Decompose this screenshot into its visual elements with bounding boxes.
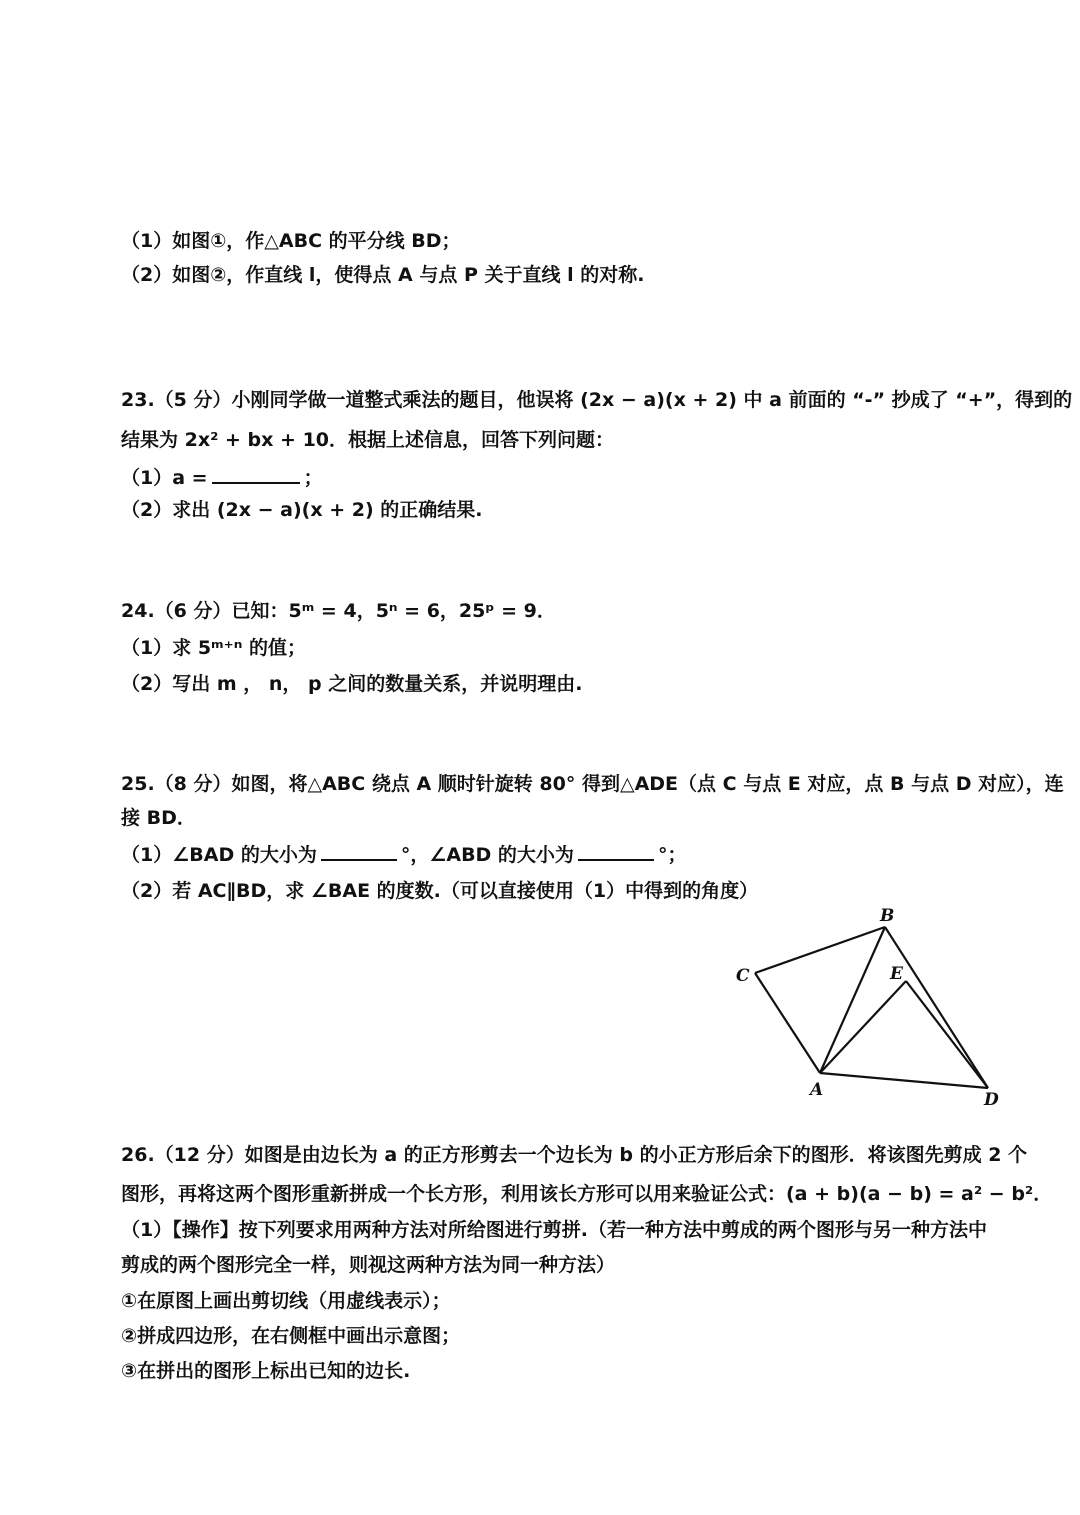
q26-step3: ③在拼出的图形上标出已知的边长.: [121, 1360, 411, 1382]
segment-ab: [820, 927, 885, 1073]
label-d: D: [984, 1090, 999, 1105]
q25-stem-line2: 接 BD．: [121, 807, 196, 829]
rotation-triangle-figure: [730, 905, 1020, 1105]
q26-part1-line1: （1）【操作】按下列要求用两种方法对所给图进行剪拼.（若一种方法中剪成的两个图形与另一种方法中: [121, 1219, 987, 1241]
segment-ca: [755, 973, 820, 1073]
q26-stem-line2: 图形，再将这两个图形重新拼成一个长方形，利用该长方形可以用来验证公式：(a + b)(a − b) = a² − b²．: [121, 1183, 1053, 1205]
segment-cb: [755, 927, 885, 973]
q24-part2: （2）写出 m ， n， p 之间的数量关系，并说明理由.: [121, 673, 583, 695]
segment-bd: [885, 927, 988, 1088]
q25-part1-label-b: °，∠ABD 的大小为: [400, 844, 574, 866]
q24-stem: 24.（6 分）已知：5ᵐ = 4，5ⁿ = 6，25ᵖ = 9．: [121, 600, 556, 622]
label-b: B: [880, 906, 895, 926]
q24-part1: （1）求 5ᵐ⁺ⁿ 的值；: [121, 637, 306, 659]
q25-part1-label-a: （1）∠BAD 的大小为: [121, 844, 317, 866]
q22-part1: （1）如图①，作△ABC 的平分线 BD；: [121, 230, 461, 252]
segment-ae: [820, 981, 906, 1073]
segment-ad: [820, 1073, 988, 1088]
label-c: C: [736, 966, 750, 986]
q25-part1: [121, 841, 686, 868]
q25-part1-label-c: °；: [657, 844, 687, 866]
q22-part2: （2）如图②，作直线 l，使得点 A 与点 P 关于直线 l 的对称.: [121, 264, 645, 286]
label-a: A: [810, 1080, 824, 1100]
label-e: E: [890, 964, 903, 984]
q26-stem-line1: 26.（12 分）如图是由边长为 a 的正方形剪去一个边长为 b 的小正方形后余下的图形．将该图先剪成 2 个: [121, 1144, 1028, 1166]
q26-step1: ①在原图上画出剪切线（用虚线表示）；: [121, 1290, 451, 1312]
q26-part1-line2: 剪成的两个图形完全一样，则视这两种方法为同一种方法）: [121, 1254, 616, 1276]
q23-stem-line1: 23.（5 分）小刚同学做一道整式乘法的题目，他误将 (2x − a)(x + 2) 中 a 前面的 “-” 抄成了 “+”，得到的: [121, 389, 1073, 411]
q23-part1: [121, 464, 323, 491]
answer-blank-bad[interactable]: [321, 841, 397, 861]
segment-ed: [906, 981, 988, 1088]
q23-stem-line2: 结果为 2x² + bx + 10．根据上述信息，回答下列问题：: [121, 429, 615, 451]
answer-blank-a[interactable]: [212, 464, 300, 484]
q26-step2: ②拼成四边形，在右侧框中画出示意图；: [121, 1325, 461, 1347]
q25-stem-line1: 25.（8 分）如图，将△ABC 绕点 A 顺时针旋转 80° 得到△ADE（点 C 与点 E 对应，点 B 与点 D 对应），连: [121, 773, 1064, 795]
q23-part2: （2）求出 (2x − a)(x + 2) 的正确结果.: [121, 499, 483, 521]
q25-part2: （2）若 AC∥BD，求 ∠BAE 的度数.（可以直接使用（1）中得到的角度）: [121, 880, 759, 902]
q23-part1-label: （1）a =: [121, 467, 208, 489]
q23-part1-end: ；: [303, 467, 323, 489]
answer-blank-abd[interactable]: [578, 841, 654, 861]
